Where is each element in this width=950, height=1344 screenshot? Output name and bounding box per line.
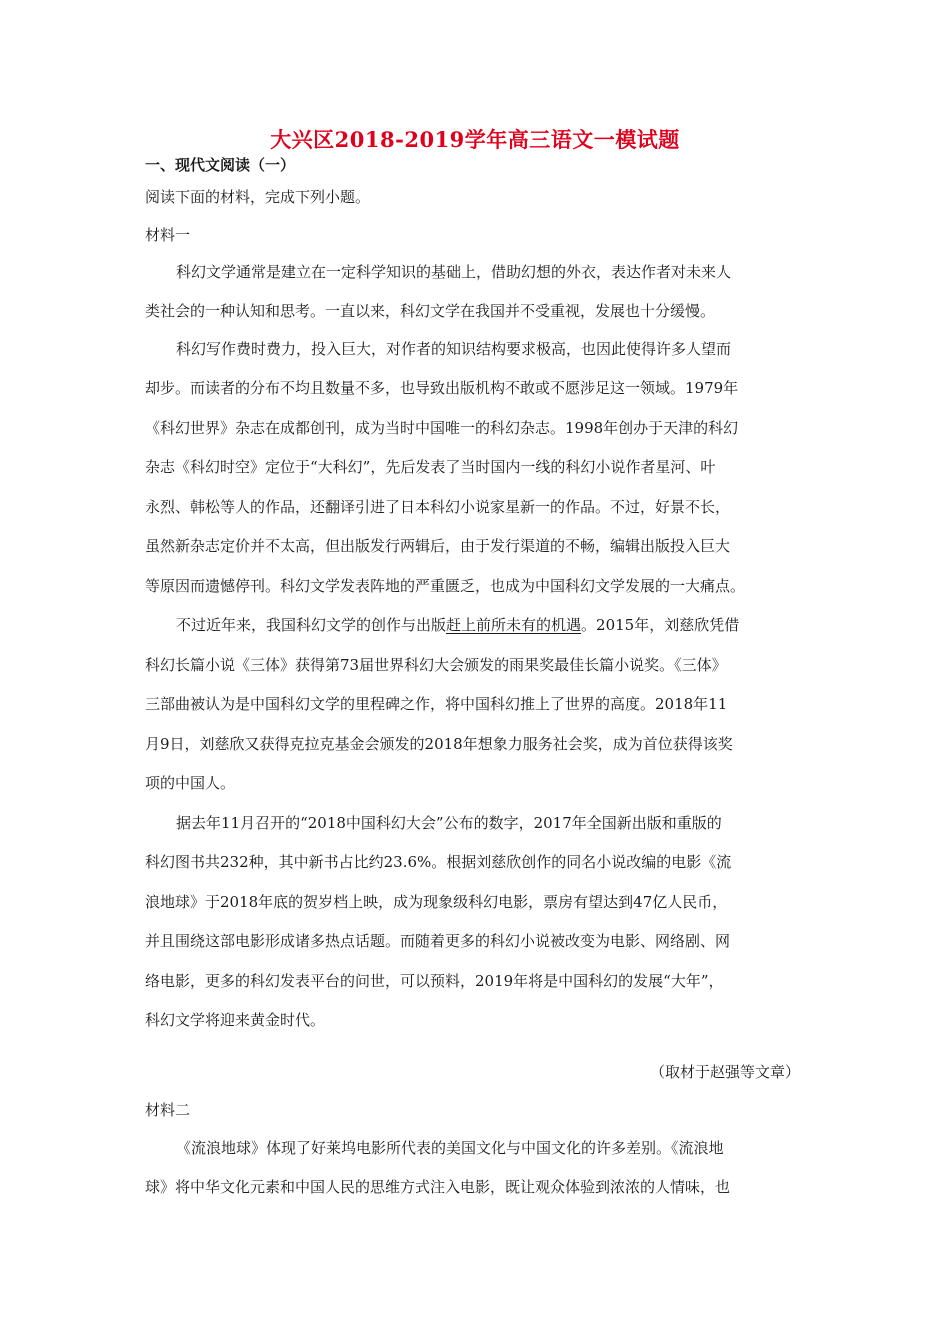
paragraph-line: 科幻写作费时费力，投入巨大，对作者的知识结构要求极高，也因此使得许多人望而 (176, 340, 732, 358)
paragraph-line: 杂志《科幻时空》定位于“大科幻”，先后发表了当时国内一线的科幻小说作者星河、叶 (145, 458, 716, 476)
paragraph-line: 据去年11月召开的“2018中国科幻大会”公布的数字，2017年全国新出版和重版的 (176, 814, 722, 832)
paragraph-line: 科幻长篇小说《三体》获得第73届世界科幻大会颁发的雨果奖最佳长篇小说奖。《三体》 (145, 656, 727, 674)
text-run: 不过近年来，我国科幻文学的创作与出版 (176, 616, 447, 634)
paragraph-line: 科幻图书共232种，其中新书占比约23.6%。根据刘慈欣创作的同名小说改编的电影《流 (145, 853, 732, 871)
text-run: 。2015年，刘慈欣凭借 (581, 616, 740, 634)
paragraph-line: 《流浪地球》体现了好莱坞电影所代表的美国文化与中国文化的许多差别。《流浪地 (176, 1139, 724, 1157)
paragraph-line: 球》将中华文化元素和中国人民的思维方式注入电影，既让观众体验到浓浓的人情味，也 (145, 1178, 731, 1196)
page-title: 大兴区2018-2019学年高三语文一模试题 (270, 127, 680, 152)
paragraph-line: 三部曲被认为是中国科幻文学的里程碑之作，将中国科幻推上了世界的高度。2018年11 (145, 695, 728, 713)
paragraph-line: 类社会的一种认知和思考。一直以来，科幻文学在我国并不受重视，发展也十分缓慢。 (145, 302, 716, 320)
paragraph-line: 月9日，刘慈欣又获得克拉克基金会颁发的2018年想象力服务社会奖，成为首位获得该奖 (145, 735, 733, 753)
paragraph-line: 等原因而遗憾停刊。科幻文学发表阵地的严重匮乏，也成为中国科幻文学发展的一大痛点。 (145, 577, 746, 595)
paragraph-line: 络电影，更多的科幻发表平台的问世，可以预料，2019年将是中国科幻的发展“大年”， (145, 972, 724, 990)
paragraph-line: 浪地球》于2018年底的贺岁档上映，成为现象级科幻电影，票房有望达到47亿人民币， (145, 893, 728, 911)
section-heading: 一、现代文阅读（一） (145, 156, 296, 174)
source-citation: （取材于赵强等文章） (649, 1063, 800, 1081)
paragraph-line: 科幻文学将迎来黄金时代。 (145, 1011, 326, 1029)
paragraph-line: 《科幻世界》杂志在成都创刊，成为当时中国唯一的科幻杂志。1998年创办于天津的科幻 (145, 419, 739, 437)
paragraph-line: 却步。而读者的分布不均且数量不多，也导致出版机构不敢或不愿涉足这一领域。1979年 (145, 379, 739, 397)
paragraph-line (176, 615, 739, 635)
paragraph-line: 科幻文学通常是建立在一定科学知识的基础上，借助幻想的外衣，表达作者对未来人 (176, 263, 732, 281)
paragraph-line: 永烈、韩松等人的作品，还翻译引进了日本科幻小说家星新一的作品。不过，好景不长， (145, 498, 731, 516)
material-label: 材料一 (145, 226, 191, 244)
material-label: 材料二 (145, 1101, 191, 1119)
underlined-phrase: 赶上前所未有的机遇 (446, 616, 582, 634)
paragraph-line: 并且围绕这部电影形成诸多热点话题。而随着更多的科幻小说被改变为电影、网络剧、网 (145, 932, 731, 950)
paragraph-line: 项的中国人。 (145, 774, 236, 792)
instruction-text: 阅读下面的材料，完成下列小题。 (145, 188, 371, 206)
paragraph-line: 虽然新杂志定价并不太高，但出版发行两辑后，由于发行渠道的不畅，编辑出版投入巨大 (145, 537, 731, 555)
